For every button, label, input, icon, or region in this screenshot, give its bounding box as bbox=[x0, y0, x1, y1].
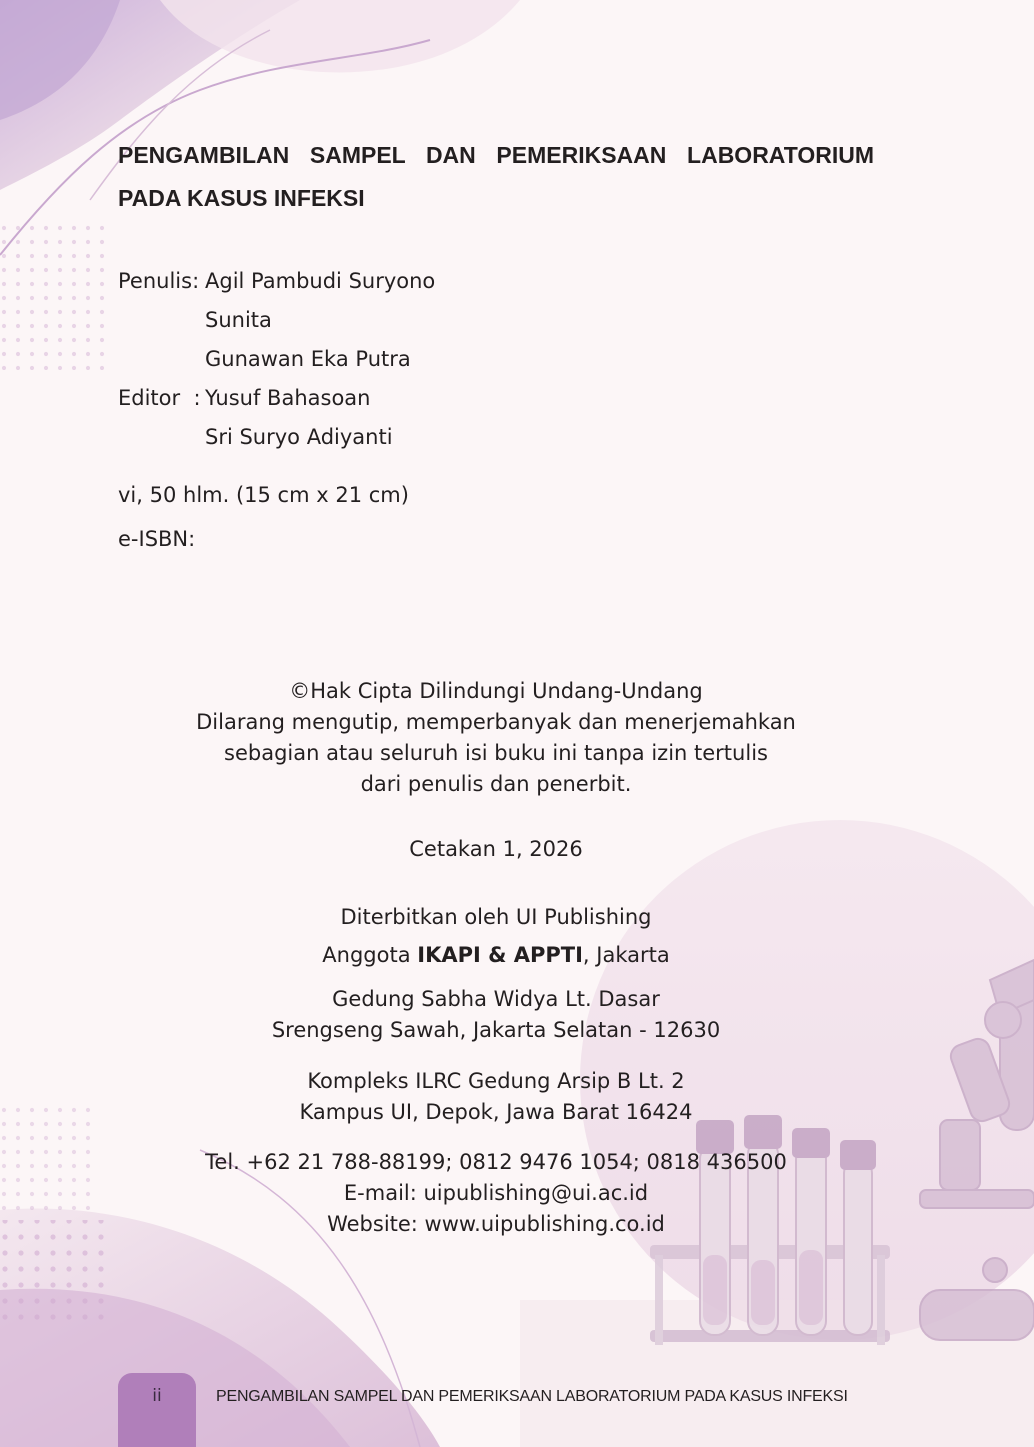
contact-block bbox=[180, 1147, 812, 1240]
author-name: Gunawan Eka Putra bbox=[205, 347, 411, 371]
isbn: e-ISBN: bbox=[118, 527, 196, 551]
publisher-block bbox=[180, 898, 812, 974]
authors-list bbox=[205, 262, 435, 379]
credits-block bbox=[118, 262, 435, 457]
printing-edition: Cetakan 1, 2026 bbox=[409, 837, 583, 861]
address-line: Srengseng Sawah, Jakarta Selatan - 12630 bbox=[271, 1018, 721, 1042]
copyright-line: Dilarang mengutip, memperbanyak dan menerjemahkan bbox=[196, 710, 796, 734]
telephone: Tel. +62 21 788-88199; 0812 9476 1054; 0818 436500 bbox=[205, 1150, 787, 1174]
editors-row bbox=[118, 379, 435, 457]
copyright-notice bbox=[180, 676, 812, 800]
copyright-line: ©Hak Cipta Dilindungi Undang-Undang bbox=[289, 679, 703, 703]
editors-label: Editor : bbox=[118, 386, 201, 410]
running-title: PENGAMBILAN SAMPEL DAN PEMERIKSAAN LABORATORIUM PADA KASUS INFEKSI bbox=[216, 1388, 848, 1405]
author-name: Agil Pambudi Suryono bbox=[205, 269, 436, 293]
address-secondary bbox=[180, 1066, 812, 1128]
page-count: vi, 50 hlm. (15 cm x 21 cm) bbox=[118, 483, 409, 507]
page-number-tab bbox=[118, 1373, 196, 1447]
address-line: Kampus UI, Depok, Jawa Barat 16424 bbox=[299, 1100, 693, 1124]
dot-pattern-top bbox=[0, 220, 110, 370]
membership-orgs: IKAPI & APPTI bbox=[417, 943, 583, 967]
page-number: ii bbox=[152, 1386, 162, 1406]
dot-pattern-bottom bbox=[0, 1100, 100, 1210]
editor-name: Sri Suryo Adiyanti bbox=[205, 425, 393, 449]
membership-suffix: , Jakarta bbox=[582, 943, 670, 967]
address-line: Gedung Sabha Widya Lt. Dasar bbox=[332, 987, 660, 1011]
book-title: PENGAMBILAN SAMPEL DAN PEMERIKSAAN LABORATORIUM PADA KASUS INFEKSI bbox=[118, 142, 874, 211]
address-primary bbox=[180, 984, 812, 1046]
copyright-line: sebagian atau seluruh isi buku ini tanpa izin tertulis bbox=[224, 741, 768, 765]
website: Website: www.uipublishing.co.id bbox=[327, 1212, 665, 1236]
email: E-mail: uipublishing@ui.ac.id bbox=[343, 1181, 649, 1205]
publisher-line: Diterbitkan oleh UI Publishing bbox=[340, 905, 652, 929]
authors-label: Penulis: bbox=[118, 269, 200, 293]
membership-prefix: Anggota bbox=[322, 943, 418, 967]
authors-row bbox=[118, 262, 435, 379]
membership-line bbox=[180, 936, 812, 974]
editor-name: Yusuf Bahasoan bbox=[205, 386, 371, 410]
copyright-line: dari penulis dan penerbit. bbox=[360, 772, 632, 796]
book-meta bbox=[118, 477, 409, 565]
editors-list bbox=[205, 379, 393, 457]
author-name: Sunita bbox=[205, 308, 272, 332]
address-line: Kompleks ILRC Gedung Arsip B Lt. 2 bbox=[307, 1069, 685, 1093]
